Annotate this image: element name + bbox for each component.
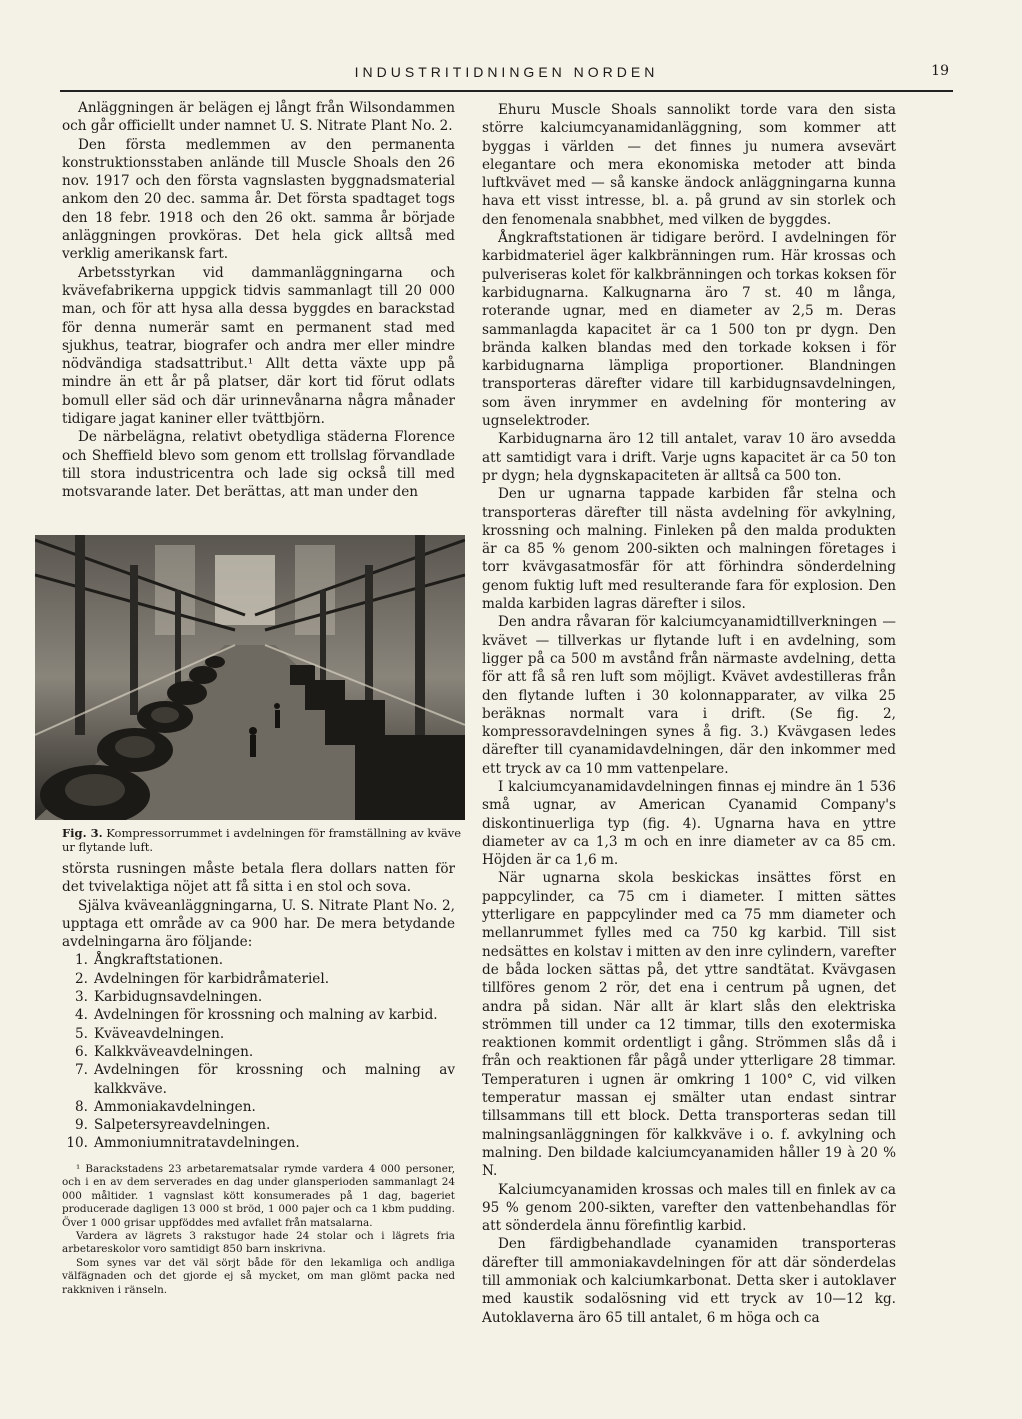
list-item bbox=[62, 1098, 455, 1116]
photo-illustration bbox=[35, 535, 465, 820]
list-number: 7. bbox=[75, 1062, 88, 1079]
list-item bbox=[62, 1043, 455, 1061]
list-number: 2. bbox=[75, 970, 88, 987]
list-number: 9. bbox=[75, 1117, 88, 1134]
list-number: 6. bbox=[75, 1043, 88, 1060]
list-item bbox=[62, 1116, 455, 1134]
paragraph: Den färdigbehandlade cyanamiden transporteras därefter till ammoniakavdelningen för att där sönderdelas till ammoniak och kalciumkarbonat. Detta sker i autoklaver med kaustik sodalösning vid ett tryck av 10—12 kg. Autoklaverna äro 65 till antalet, 6 m höga och ca bbox=[482, 1236, 896, 1326]
left-column-top bbox=[62, 99, 455, 502]
paragraph: I kalciumcyanamidavdelningen finnas ej mindre än 1 536 små ugnar, av American Cyanamid Company's diskontinuerliga typ (fig. 4). Ugnarna hava en yttre diameter av ca 1,3 m och en inre diameter av ca 85 cm. Höjden är ca 1,6 m. bbox=[482, 778, 896, 869]
list-item bbox=[62, 1061, 455, 1098]
paragraph: Ehuru Muscle Shoals sannolikt torde vara den sista större kalciumcyanamidanläggning, som kommer att byggas i världen — det finnes ju numera avsevärt elegantare och mera ekonomiska metoder att binda luftkvävet med — så kanske ändock anläggningarna kunna hava ett visst intresse, bl. a. på grund av sin storlek och den fenomenala snabbhet, med vilken de byggdes. bbox=[482, 102, 896, 228]
list-text: Karbidugnsavdelningen. bbox=[94, 989, 263, 1006]
right-column bbox=[482, 101, 896, 1327]
page-header bbox=[60, 60, 953, 92]
paragraph: Den ur ugnarna tappade karbiden får stelna och transporteras därefter till nästa avdelning för avkylning, krossning och malning. Finleken på den malda produkten är ca 85 % genom 200-sikten och malningen företages i torr kvävgasatmosfär för att förhindra sönderdelning genom fuktig luft med resulterande fara för explosion. Den malda karbiden lagras därefter i silos. bbox=[482, 486, 896, 613]
footnotes bbox=[62, 1163, 455, 1297]
list-item bbox=[62, 988, 455, 1006]
list-item bbox=[62, 1006, 455, 1024]
list-text: Avdelningen för karbidråmateriel. bbox=[94, 970, 330, 987]
list-text: Ångkraftstationen. bbox=[94, 952, 224, 969]
figure-label: Fig. 3. bbox=[62, 826, 103, 840]
compressor-room-photo bbox=[35, 535, 465, 820]
paragraph: största rusningen måste betala flera dollars natten för det tvivelaktiga nöjet att få sitta i en stol och sova. bbox=[62, 861, 455, 896]
footnote: ¹ Barackstadens 23 arbetarematsalar rymde vardera 4 000 personer, och i en av dem serverades en dag under glansperioden sammanlagt 24 000 måltider. 1 vagnslast kött konsumerades på 1 dag, bageriet producerade dagligen 13 000 st bröd, 1 000 pajer och ca 1 kbm pudding. Över 1 000 grisar uppföddes med avfallet från matsalarna. bbox=[62, 1163, 455, 1229]
figure-caption-text: Kompressorrummet i avdelningen för framställning av kväve ur flytande luft. bbox=[62, 826, 462, 854]
list-number: 4. bbox=[75, 1007, 88, 1024]
paragraph: Karbidugnarna äro 12 till antalet, varav 10 äro avsedda att samtidigt vara i drift. Varje ugns kapacitet är ca 50 ton pr dygn; hela dygnskapaciteten är alltså ca 500 ton. bbox=[482, 431, 896, 484]
list-text: Ammoniakavdelningen. bbox=[94, 1098, 256, 1115]
list-item bbox=[62, 1134, 455, 1152]
paragraph: Den första medlemmen av den permanenta konstruktionsstaben anlände till Muscle Shoals den 26 nov. 1917 och den första vagnslasten byggnadsmaterial ankom den 20 dec. samma år. Det första spadtaget togs den 18 febr. 1918 och den 26 okt. samma år började anläggningen provköras. Det hela gick alltså med verklig amerikansk fart. bbox=[62, 136, 455, 263]
list-text: Salpetersyreavdelningen. bbox=[94, 1117, 271, 1134]
list-number: 5. bbox=[75, 1025, 88, 1042]
page-number: 19 bbox=[931, 63, 949, 79]
list-text: Ammoniumnitratavdelningen. bbox=[94, 1135, 300, 1152]
paragraph: Ångkraftstationen är tidigare berörd. I avdelningen för karbidmateriel äger kalkbränningen rum. Här krossas och pulveriseras kolet för kalkbränningen och torkas koksen för karbidugnarna. Kalkugnarna äro 7 st. 40 m långa, roterande ugnar, med en diameter av 2,5 m. Deras sammanlagda kapacitet är ca 1 500 ton pr dygn. Den brända kalken blandas med den torkade koksen i för karbidugnarna lämpliga proportioner. Blandningen transporteras därefter vidare till karbidugnsavdelningen, som även inrymmer en avdelning för montering av ugnselektroder. bbox=[482, 230, 896, 430]
list-text: Avdelningen för krossning och malning av kalkkväve. bbox=[94, 1062, 455, 1097]
list-number: 1. bbox=[75, 952, 88, 969]
figure-caption bbox=[62, 826, 462, 854]
journal-title: INDUSTRITIDNINGEN NORDEN bbox=[354, 64, 659, 80]
footnote: Som synes var det väl sörjt både för den lekamliga och andliga välfägnaden och det gjorde ej så mycket, om man glömt packa ned rakkniven i ränseln. bbox=[62, 1256, 455, 1296]
paragraph: Kalciumcyanamiden krossas och males till en finlek av ca 95 % genom 200-sikten, varefter den vattenbehandlas för att sönderdela ännu förefintlig karbid. bbox=[482, 1181, 896, 1235]
list-text: Kalkkväveavdelningen. bbox=[94, 1043, 254, 1060]
list-text: Avdelningen för krossning och malning av karbid. bbox=[94, 1007, 438, 1024]
paragraph: Arbetsstyrkan vid dammanläggningarna och kvävefabrikerna uppgick tidvis sammanlagt till 20 000 man, och för att hysa alla dessa byggdes en barackstad för denna numerär samt en permanent stad med sjukhus, teatrar, biografer och andra mer eller mindre nödvändiga stadsattribut.¹ Allt detta växte upp på mindre än ett år på platser, där kort tid förut odlats bomull eller säd och där urinnevånarna några månader tidigare jagat kaniner eller tvättbjörn. bbox=[62, 264, 455, 428]
paragraph: Den andra råvaran för kalciumcyanamidtillverkningen — kvävet — tillverkas ur flytande luft i en avdelning, som ligger på ca 500 m avstånd från närmaste avdelning, detta för att få så ren luft som möjligt. Kvävet avdestilleras från den flytande luften i 30 kolonnapparater, av vilka 25 beräknas normalt vara i drift. (Se fig. 2, kompressoravdelningen synes å fig. 3.) Kvävgasen ledes därefter till cyanamidavdelningen, där den inkommer med ett tryck av ca 10 mm vattenpelare. bbox=[482, 614, 896, 777]
paragraph: Själva kväveanläggningarna, U. S. Nitrate Plant No. 2, upptaga ett område av ca 900 har. De mera betydande avdelningarna äro följande: bbox=[62, 897, 455, 951]
list-number: 8. bbox=[75, 1098, 88, 1115]
list-item bbox=[62, 970, 455, 988]
list-number: 3. bbox=[75, 989, 88, 1006]
list-text: Kväveavdelningen. bbox=[94, 1025, 225, 1042]
paragraph: Anläggningen är belägen ej långt från Wilsondammen och går officiellt under namnet U. S. Nitrate Plant No. 2. bbox=[62, 100, 455, 135]
list-item bbox=[62, 1025, 455, 1043]
department-list bbox=[62, 951, 455, 1152]
list-item bbox=[62, 951, 455, 969]
left-column-bottom bbox=[62, 860, 455, 1153]
list-number: 10. bbox=[66, 1135, 88, 1152]
paragraph: De närbelägna, relativt obetydliga städerna Florence och Sheffield blevo som genom ett trollslag förvandlade till stora industricentra och lade sig också till med motsvarande later. Det berättas, att man under den bbox=[62, 429, 455, 501]
paragraph: När ugnarna skola beskickas insättes först en pappcylinder, ca 75 cm i diameter. I mitten sättes ytterligare en pappcylinder med ca 75 mm diameter och mellanrummet fylles med ca 750 kg karbid. Till sist nedsättes en kolstav i mitten av den inre cylindern, varefter de båda locken sättas på, det yttre sandtätat. Kvävgasen tillföres genom 2 rör, det ena i centrum på ugnen, det andra på sidan. När allt är klart slås den elektriska strömmen till under ca 12 timmar, tills den exotermiska reaktionen kommit ordentligt i gång. Strömmen slås då i från och reaktionen får pågå under ytterligare 28 timmar. Temperaturen i ugnen är omkring 1 100° C, vid vilken temperatur massan ej smälter utan endast sintrar tillsammans till ett block. Detta transporteras sedan till malningsanläggningen för kalkkväve i o. f. avkylning och malning. Den bildade kalciumcyanamiden håller 19 à 20 % N. bbox=[482, 870, 896, 1180]
footnote: Vardera av lägrets 3 rakstugor hade 24 stolar och i lägrets fria arbetareskolor voro samtidigt 850 barn inskrivna. bbox=[62, 1230, 455, 1256]
